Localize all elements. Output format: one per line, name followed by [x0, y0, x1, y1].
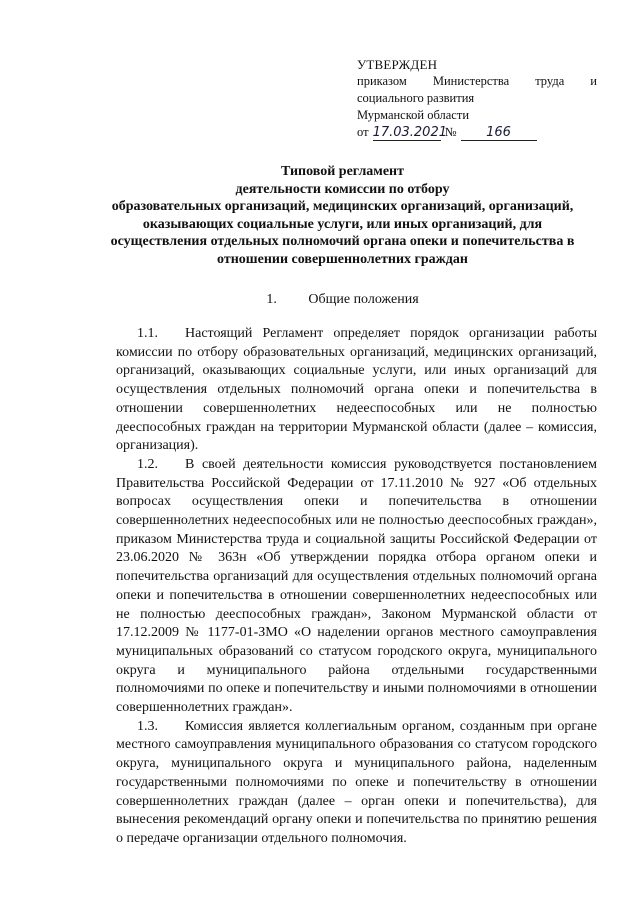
title-line-2: деятельности комиссии по отбору	[235, 181, 450, 197]
paragraph-text: Комиссия является коллегиальным органом, созданным при органе местного самоуправления муниципального образования со статусом городского округа, муниципального округа и муниципального района, наделенным государственными полномочиями по опеке и попечительству в отношении совершеннолетних граждан (далее – орган опеки и попечительства), для вынесения рекомендаций органу опеки и попечительства по принятию решения о передаче организации отдельного полномочия.	[116, 718, 597, 846]
title-line-4: оказывающих социальные услуги, или иных организаций, для	[142, 216, 543, 232]
approval-order-word: приказом	[357, 74, 407, 88]
approval-stamp-block	[357, 56, 597, 141]
section-title: Общие положения	[308, 292, 419, 307]
approval-order-line	[357, 73, 597, 90]
paragraph-1-1	[116, 325, 597, 456]
paragraph-text: Настоящий Регламент определяет порядок организации работы комиссии по отбору образовательных организаций, медицинских организаций, организаций, оказывающих социальные услуги, или иных организаций для осуществления отдельных полномочий органа опеки и попечительства в отношении совершеннолетних недееспособных или не полностью дееспособных граждан на территории Мурманской области (далее – комиссия, организация).	[116, 326, 597, 454]
approval-date-row	[357, 124, 597, 141]
approval-date-handwritten: 17.03.2021	[372, 125, 447, 140]
paragraph-text: В своей деятельности комиссия руководствуется постановлением Правительства Российской Федерации от 17.11.2010 № 927 «Об отдельных вопросах осуществления опеки и попечительства в отношении совершеннолетних недееспособных или не полностью дееспособных граждан», приказом Министерства труда и социальной защиты Российской Федерации от 23.06.2020 № 363н «Об утверждении порядка отбора органом опеки и попечительства организаций для осуществления отдельных полномочий органа опеки и попечительства в отношении совершеннолетних недееспособных или не полностью дееспособных граждан», Законом Мурманской области от 17.12.2009 № 1177-01-ЗМО «О наделении органов местного самоуправления муниципальных образований со статусом городского округа, муниципального округа и муниципального района отдельными государственными полномочиями по опеке и попечительству и иными полномочиями в отношении совершеннолетних граждан».	[116, 456, 597, 716]
document-title	[80, 163, 605, 268]
title-line-6: отношении совершеннолетних граждан	[217, 251, 468, 267]
title-line-5: осуществления отдельных полномочий органа опеки и попечительства в	[110, 234, 575, 249]
approval-and-word: и	[590, 74, 597, 88]
title-line-1: Типовой регламент	[281, 164, 404, 179]
approval-line-2: социального развития	[357, 91, 475, 105]
paragraph-number: 1.3.	[137, 718, 158, 734]
paragraph-1-2	[116, 456, 597, 718]
approval-line-3: Мурманской области	[357, 108, 470, 122]
date-prefix: от	[357, 125, 369, 139]
approval-heading: УТВЕРЖДЕН	[357, 57, 438, 72]
number-prefix: №	[444, 125, 457, 139]
section-heading	[80, 291, 605, 309]
section-number: 1.	[266, 292, 277, 307]
paragraph-number: 1.1.	[137, 326, 158, 341]
approval-ministry-word: Министерства	[432, 74, 510, 88]
title-line-3: образовательных организаций, медицинских организаций, организаций,	[111, 199, 574, 214]
paragraph-number: 1.2.	[137, 456, 158, 472]
approval-labor-word: труда	[535, 74, 565, 88]
document-body	[116, 325, 597, 849]
approval-number-handwritten: 166	[461, 125, 537, 141]
paragraph-1-3	[116, 718, 597, 849]
